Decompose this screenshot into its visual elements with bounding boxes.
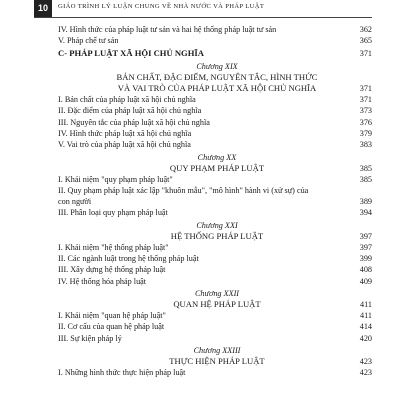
chapter-title-row <box>58 356 376 367</box>
toc-entry <box>58 242 376 253</box>
toc-entry <box>58 333 376 344</box>
toc-entry-title: III. Nguyên tắc của pháp luật xã hội chủ nghĩa <box>58 117 210 127</box>
toc-entry-page: 389 <box>359 197 372 207</box>
chapter-title-page: 385 <box>359 163 372 173</box>
chapter-title-page: 423 <box>359 356 372 366</box>
toc-entry <box>58 128 376 139</box>
chapter-title-row <box>58 231 376 242</box>
toc-entry-title: I. Những hình thức thực hiện pháp luật <box>58 367 186 377</box>
chapter-title: QUY PHẠM PHÁP LUẬT <box>169 162 265 173</box>
toc-entry-title: I. Bản chất của pháp luật xã hội chủ nghĩa <box>58 95 196 105</box>
toc-entry-title: II. Các ngành luật trong hệ thống pháp luật <box>58 254 199 264</box>
toc-entry-title: V. Pháp chế tư sản <box>58 36 119 45</box>
toc-entry <box>58 185 376 208</box>
toc-entry-title: V. Vai trò của pháp luật xã hội chủ nghĩa <box>58 140 191 150</box>
toc-entry <box>58 310 376 321</box>
chapter-title: QUAN HỆ PHÁP LUẬT <box>173 298 261 309</box>
chapter-title: THỰC HIỆN PHÁP LUẬT <box>169 355 265 366</box>
toc-entry-title: I. Khái niệm "hệ thống pháp luật" <box>58 242 169 252</box>
chapter-title-page: 397 <box>359 231 372 241</box>
running-title: GIÁO TRÌNH LÝ LUẬN CHUNG VỀ NHÀ NƯỚC VÀ PHÁP LUẬT <box>58 3 265 10</box>
toc-entry <box>58 24 376 35</box>
page-number-badge: 10 <box>34 0 52 17</box>
chapter-label: Chương XXIII <box>193 345 241 355</box>
toc-entry-page: 362 <box>359 25 372 34</box>
chapter-title: BẢN CHẤT, ĐẶC ĐIỂM, NGUYÊN TẮC, HÌNH THỨC <box>116 72 318 83</box>
toc-entry-page: 399 <box>359 254 372 264</box>
chapter-title: HỆ THỐNG PHÁP LUẬT <box>170 230 264 241</box>
toc-entry-page: 373 <box>359 106 372 116</box>
toc-entry-page: 408 <box>359 265 372 275</box>
chapter-title-row <box>58 299 376 310</box>
toc-entry-title: III. Xây dựng hệ thống pháp luật <box>58 265 166 275</box>
toc-entry <box>58 264 376 275</box>
header-rule <box>34 17 372 18</box>
chapter-label: Chương XXI <box>196 220 238 230</box>
chapter-label: Chương XXII <box>194 288 240 298</box>
toc-entry-title: I. Khái niệm "quan hệ pháp luật" <box>58 310 166 320</box>
chapter-title-row <box>58 83 376 94</box>
part-heading <box>58 47 376 60</box>
toc-entry <box>58 321 376 332</box>
chapter-title: VÀ VAI TRÒ CỦA PHÁP LUẬT XÃ HỘI CHỦ NGHĨA <box>117 83 317 94</box>
toc-entry <box>58 207 376 218</box>
chapter-title-page: 371 <box>359 84 372 94</box>
toc-entry-page: 365 <box>359 36 372 45</box>
toc-entry <box>58 35 376 46</box>
toc-entry-page: 423 <box>359 367 372 377</box>
toc-entry <box>58 276 376 287</box>
toc-entry-title: II. Quy phạm pháp luật xác lập "khuôn mẫu", "mô hình" hành vi (xử sự) của con người <box>58 185 309 207</box>
toc-entry-title: IV. Hình thức pháp luật xã hội chủ nghĩa <box>58 128 192 138</box>
toc-entry-title: III. Sự kiện pháp lý <box>58 333 122 343</box>
toc-entry <box>58 174 376 185</box>
running-header <box>0 0 400 18</box>
toc-entry-title: II. Cơ cấu của quan hệ pháp luật <box>58 322 165 332</box>
table-of-contents <box>58 24 376 378</box>
part-heading-page: 371 <box>359 49 372 59</box>
toc-entry-title: III. Phân loại quy phạm pháp luật <box>58 208 168 218</box>
toc-entry <box>58 117 376 128</box>
part-heading-title: C- PHÁP LUẬT XÃ HỘI CHỦ NGHĨA <box>58 48 204 59</box>
toc-entry <box>58 367 376 378</box>
toc-entry-page: 379 <box>359 128 372 138</box>
chapter-title-page: 411 <box>360 299 372 309</box>
toc-entry <box>58 253 376 264</box>
toc-entry <box>58 139 376 150</box>
toc-entry-page: 409 <box>359 276 372 286</box>
toc-entry-page: 414 <box>359 322 372 332</box>
toc-entry-title: I. Khái niệm "quy phạm pháp luật" <box>58 174 173 184</box>
toc-entry-title: II. Đặc điểm của pháp luật xã hội chủ nghĩa <box>58 106 202 116</box>
toc-entry-page: 385 <box>359 174 372 184</box>
chapter-title-row <box>58 163 376 174</box>
toc-entry <box>58 105 376 116</box>
toc-entry-title: IV. Hệ thống hóa pháp luật <box>58 276 147 286</box>
toc-entry-page: 411 <box>360 310 372 320</box>
toc-entry-page: 420 <box>359 333 372 343</box>
toc-entry-page: 376 <box>359 117 372 127</box>
toc-entry <box>58 94 376 105</box>
chapter-label: Chương XIX <box>196 62 238 72</box>
toc-entry-page: 397 <box>359 242 372 252</box>
toc-entry-page: 371 <box>359 95 372 105</box>
toc-entry-title: IV. Hình thức của pháp luật tư sản và hai hệ thống pháp luật tư sản <box>58 25 277 34</box>
toc-entry-page: 394 <box>359 208 372 218</box>
toc-entry-page: 383 <box>359 140 372 150</box>
chapter-label: Chương XX <box>197 152 237 162</box>
